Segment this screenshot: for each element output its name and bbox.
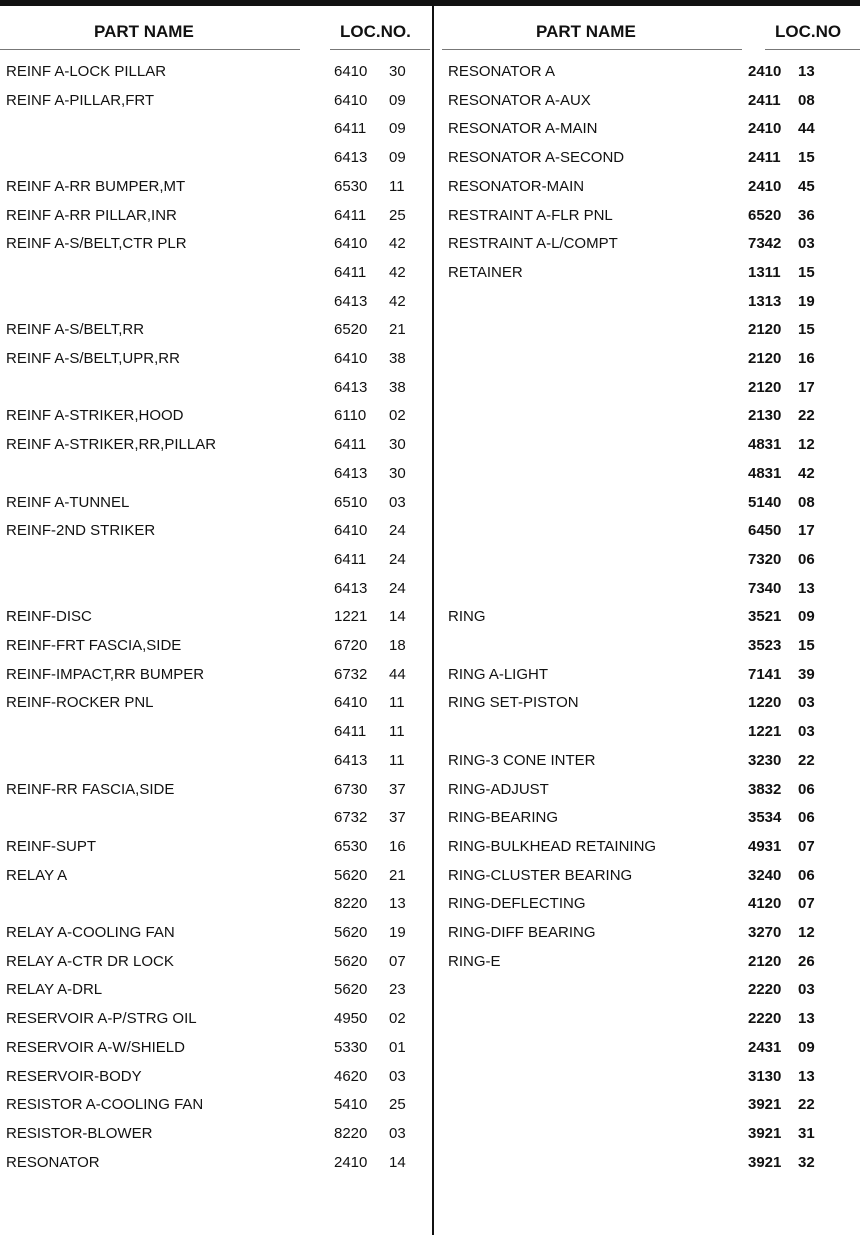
loc-code: 4950 (334, 1010, 368, 1028)
loc-number: 15 (798, 637, 815, 654)
loc-number: 03 (798, 694, 815, 712)
loc-code: 3523 (748, 637, 782, 654)
loc-number: 17 (798, 378, 815, 396)
table-row (448, 976, 858, 1004)
table-row (6, 776, 426, 804)
part-name: REINF-2ND STRIKER (6, 522, 156, 540)
table-row (448, 202, 858, 230)
table-row (448, 948, 858, 976)
loc-number: 06 (798, 809, 815, 827)
table-row (448, 833, 858, 861)
loc-number: 16 (389, 837, 406, 855)
loc-number: 11 (389, 723, 405, 741)
loc-code: 6520 (748, 206, 782, 224)
loc-code: 5330 (334, 1038, 368, 1056)
header-loc-no-left: LOC.NO. (340, 22, 411, 41)
part-name: RELAY A-COOLING FAN (6, 924, 175, 941)
part-name: REINF-DISC (6, 608, 92, 626)
loc-code: 1220 (748, 694, 782, 712)
table-row (6, 144, 426, 172)
loc-number: 42 (798, 464, 815, 482)
loc-number: 26 (798, 952, 815, 970)
loc-number: 38 (389, 350, 406, 367)
loc-number: 37 (389, 809, 406, 827)
loc-number: 13 (798, 1010, 815, 1028)
loc-code: 6720 (334, 637, 368, 654)
table-row (448, 632, 858, 660)
part-name: RING-DIFF BEARING (448, 924, 596, 941)
loc-code: 2431 (748, 1038, 782, 1056)
table-row (448, 575, 858, 603)
part-name: REINF-IMPACT,RR BUMPER (6, 665, 205, 683)
loc-code: 6450 (748, 522, 782, 540)
table-row (448, 517, 858, 545)
loc-code: 3921 (748, 1153, 782, 1171)
loc-number: 03 (389, 1124, 406, 1142)
loc-code: 6410 (334, 694, 368, 712)
table-row (6, 460, 426, 488)
loc-code: 2410 (748, 120, 782, 138)
loc-number: 13 (798, 579, 815, 597)
loc-number: 15 (798, 263, 815, 281)
loc-number: 09 (798, 608, 815, 626)
part-name: REINF-ROCKER PNL (6, 694, 154, 712)
loc-code: 1221 (334, 608, 368, 626)
part-name: RING-CLUSTER BEARING (448, 866, 633, 884)
table-row (6, 173, 426, 201)
loc-number: 07 (798, 895, 815, 913)
table-row (448, 804, 858, 832)
loc-number: 11 (389, 694, 405, 712)
loc-number: 07 (798, 837, 815, 855)
part-name: RESERVOIR A-W/SHIELD (6, 1038, 185, 1056)
part-name: RESONATOR A-SECOND (448, 149, 625, 167)
loc-code: 6413 (334, 378, 368, 396)
loc-code: 8220 (334, 1124, 368, 1142)
loc-code: 6413 (334, 292, 368, 310)
part-name: REINF-RR FASCIA,SIDE (6, 780, 175, 798)
loc-code: 2410 (748, 177, 782, 195)
loc-number: 08 (798, 493, 815, 511)
table-row (448, 115, 858, 143)
table-row (6, 862, 426, 890)
part-name: RESONATOR A-AUX (448, 91, 591, 109)
table-row (6, 919, 426, 947)
loc-code: 4831 (748, 436, 782, 454)
table-row (6, 661, 426, 689)
loc-number: 02 (389, 407, 406, 425)
loc-number: 30 (389, 464, 406, 482)
loc-code: 6520 (334, 321, 368, 339)
loc-number: 03 (389, 1067, 406, 1085)
loc-code: 6110 (334, 407, 367, 425)
loc-number: 22 (798, 751, 815, 769)
loc-code: 7320 (748, 550, 782, 568)
part-name: RESONATOR (6, 1153, 100, 1171)
table-row (6, 1063, 426, 1091)
loc-code: 7340 (748, 579, 782, 597)
part-name: RING SET-PISTON (448, 694, 579, 712)
loc-code: 5620 (334, 981, 368, 999)
table-row (448, 689, 858, 717)
loc-number: 21 (389, 321, 406, 339)
loc-code: 6530 (334, 837, 368, 855)
loc-code: 5620 (334, 952, 368, 970)
table-row (6, 689, 426, 717)
loc-number: 03 (389, 493, 406, 511)
loc-code: 2220 (748, 981, 782, 999)
table-row (6, 517, 426, 545)
loc-code: 6732 (334, 665, 368, 683)
loc-code: 1313 (748, 292, 782, 310)
table-row (448, 259, 858, 287)
table-row (6, 230, 426, 258)
loc-number: 12 (798, 924, 815, 941)
part-name: RETAINER (448, 263, 523, 281)
loc-number: 42 (389, 235, 406, 253)
table-row (448, 776, 858, 804)
loc-number: 12 (798, 436, 815, 454)
part-name: RESTRAINT A-FLR PNL (448, 206, 613, 224)
loc-number: 30 (389, 63, 406, 80)
table-row (6, 976, 426, 1004)
table-row (6, 718, 426, 746)
part-name: RING-E (448, 952, 501, 970)
part-name: RELAY A-DRL (6, 981, 103, 999)
loc-code: 3521 (748, 608, 782, 626)
table-row (448, 1063, 858, 1091)
loc-number: 45 (798, 177, 815, 195)
loc-code: 2220 (748, 1010, 782, 1028)
table-row (6, 345, 426, 373)
loc-number: 25 (389, 206, 406, 224)
loc-number: 01 (389, 1038, 406, 1056)
loc-code: 3832 (748, 780, 782, 798)
table-row (6, 1120, 426, 1148)
header-underline-name-left (0, 49, 300, 50)
table-row (448, 919, 858, 947)
loc-number: 03 (798, 235, 815, 253)
part-name: REINF-SUPT (6, 837, 96, 855)
loc-code: 2120 (748, 952, 782, 970)
loc-code: 3240 (748, 866, 782, 884)
part-name: REINF A-LOCK PILLAR (6, 63, 167, 80)
loc-number: 39 (798, 665, 815, 683)
part-name: REINF A-S/BELT,UPR,RR (6, 350, 180, 367)
loc-number: 15 (798, 321, 815, 339)
loc-code: 3534 (748, 809, 782, 827)
table-row (448, 58, 858, 86)
table-row (448, 288, 858, 316)
header-underline-loc-right (765, 49, 860, 50)
table-row (448, 546, 858, 574)
part-name: REINF A-S/BELT,RR (6, 321, 145, 339)
part-name: REINF A-RR PILLAR,INR (6, 206, 177, 224)
loc-number: 17 (798, 522, 815, 540)
loc-code: 6530 (334, 177, 368, 195)
loc-code: 6411 (334, 263, 367, 281)
column-divider (432, 6, 434, 1235)
loc-code: 6413 (334, 579, 368, 597)
table-row (6, 948, 426, 976)
table-row (448, 489, 858, 517)
table-row (6, 202, 426, 230)
table-row (6, 603, 426, 631)
loc-number: 15 (798, 149, 815, 167)
part-name: RESISTOR A-COOLING FAN (6, 1096, 204, 1114)
loc-code: 6411 (334, 206, 367, 224)
table-row (448, 603, 858, 631)
loc-code: 2411 (748, 91, 781, 109)
table-row (448, 1091, 858, 1119)
table-row (448, 718, 858, 746)
loc-code: 2410 (334, 1153, 368, 1171)
table-row (448, 1149, 858, 1177)
loc-code: 1311 (748, 263, 781, 281)
part-name: REINF A-STRIKER,RR,PILLAR (6, 436, 217, 454)
table-row (6, 402, 426, 430)
loc-number: 23 (389, 981, 406, 999)
part-name: RESONATOR-MAIN (448, 177, 585, 195)
header-underline-name-right (442, 49, 742, 50)
table-row (448, 144, 858, 172)
part-name: RING A-LIGHT (448, 665, 549, 683)
loc-number: 24 (389, 579, 406, 597)
loc-code: 3230 (748, 751, 782, 769)
loc-code: 6410 (334, 350, 368, 367)
part-name: REINF A-STRIKER,HOOD (6, 407, 184, 425)
loc-number: 22 (798, 1096, 815, 1114)
table-row (6, 1149, 426, 1177)
table-row (6, 431, 426, 459)
loc-number: 44 (389, 665, 406, 683)
loc-number: 11 (389, 177, 405, 195)
loc-number: 19 (389, 924, 406, 941)
table-row (448, 402, 858, 430)
loc-code: 3270 (748, 924, 782, 941)
part-name: RING (448, 608, 486, 626)
loc-code: 6411 (334, 723, 367, 741)
loc-number: 42 (389, 263, 406, 281)
part-name: RESERVOIR A-P/STRG OIL (6, 1010, 197, 1028)
loc-code: 6410 (334, 522, 368, 540)
loc-number: 18 (389, 637, 406, 654)
table-row (6, 288, 426, 316)
loc-code: 6732 (334, 809, 368, 827)
loc-number: 37 (389, 780, 406, 798)
table-row (448, 1034, 858, 1062)
loc-code: 6411 (334, 120, 367, 138)
part-name: RELAY A-CTR DR LOCK (6, 952, 174, 970)
loc-code: 6410 (334, 91, 368, 109)
table-row (6, 632, 426, 660)
table-row (6, 747, 426, 775)
loc-code: 3130 (748, 1067, 782, 1085)
table-row (448, 230, 858, 258)
loc-number: 13 (389, 895, 406, 913)
part-name: RING-BULKHEAD RETAINING (448, 837, 657, 855)
table-row (6, 833, 426, 861)
loc-code: 4831 (748, 464, 782, 482)
loc-number: 03 (798, 981, 815, 999)
part-name: REINF A-S/BELT,CTR PLR (6, 235, 187, 253)
loc-number: 31 (798, 1124, 815, 1142)
loc-number: 09 (798, 1038, 815, 1056)
loc-number: 42 (389, 292, 406, 310)
header-part-name-right: PART NAME (536, 22, 636, 41)
loc-code: 7342 (748, 235, 782, 253)
loc-code: 4931 (748, 837, 782, 855)
loc-number: 13 (798, 63, 815, 80)
table-row (6, 115, 426, 143)
table-row (6, 1034, 426, 1062)
loc-code: 6413 (334, 149, 368, 167)
table-row (6, 374, 426, 402)
loc-number: 06 (798, 866, 815, 884)
loc-number: 07 (389, 952, 406, 970)
loc-code: 4120 (748, 895, 782, 913)
part-name: RING-ADJUST (448, 780, 549, 798)
loc-code: 5620 (334, 924, 368, 941)
table-row (448, 374, 858, 402)
part-name: REINF A-TUNNEL (6, 493, 130, 511)
loc-code: 6411 (334, 550, 367, 568)
loc-code: 6410 (334, 235, 368, 253)
loc-number: 09 (389, 149, 406, 167)
loc-code: 6510 (334, 493, 368, 511)
table-row (6, 259, 426, 287)
part-name: RELAY A (6, 866, 68, 884)
loc-code: 2410 (748, 63, 782, 80)
part-name: REINF-FRT FASCIA,SIDE (6, 637, 182, 654)
loc-code: 5140 (748, 493, 782, 511)
loc-number: 14 (389, 1153, 406, 1171)
loc-code: 2120 (748, 350, 782, 367)
loc-number: 13 (798, 1067, 815, 1085)
loc-number: 32 (798, 1153, 815, 1171)
table-row (6, 575, 426, 603)
table-row (448, 661, 858, 689)
loc-number: 21 (389, 866, 406, 884)
table-row (6, 1005, 426, 1033)
loc-code: 5620 (334, 866, 368, 884)
table-row (448, 460, 858, 488)
loc-code: 1221 (748, 723, 782, 741)
part-name: RESONATOR A (448, 63, 555, 80)
part-name: RESISTOR-BLOWER (6, 1124, 153, 1142)
loc-code: 6410 (334, 63, 368, 80)
table-row (6, 87, 426, 115)
loc-number: 14 (389, 608, 406, 626)
table-row (448, 862, 858, 890)
loc-code: 6413 (334, 751, 368, 769)
loc-number: 19 (798, 292, 815, 310)
header-underline-loc-left (330, 49, 430, 50)
part-name: REINF A-RR BUMPER,MT (6, 177, 186, 195)
loc-code: 3921 (748, 1124, 782, 1142)
loc-code: 8220 (334, 895, 368, 913)
loc-number: 44 (798, 120, 815, 138)
loc-code: 6413 (334, 464, 368, 482)
header-loc-no-right: LOC.NO (775, 22, 842, 41)
table-row (448, 1005, 858, 1033)
table-row (6, 1091, 426, 1119)
loc-code: 6411 (334, 436, 367, 454)
loc-number: 09 (389, 120, 406, 138)
loc-number: 24 (389, 522, 406, 540)
loc-number: 22 (798, 407, 815, 425)
loc-code: 4620 (334, 1067, 368, 1085)
table-row (6, 804, 426, 832)
part-name: RING-3 CONE INTER (448, 751, 596, 769)
table-row (6, 546, 426, 574)
loc-code: 3921 (748, 1096, 782, 1114)
loc-number: 25 (389, 1096, 406, 1114)
loc-number: 03 (798, 723, 815, 741)
table-row (448, 87, 858, 115)
table-row (448, 747, 858, 775)
loc-code: 6730 (334, 780, 368, 798)
table-row (6, 58, 426, 86)
loc-number: 36 (798, 206, 815, 224)
part-name: RING-DEFLECTING (448, 895, 586, 913)
loc-number: 11 (389, 751, 405, 769)
part-name: RESONATOR A-MAIN (448, 120, 598, 138)
top-rule (0, 0, 860, 6)
loc-number: 06 (798, 780, 815, 798)
table-row (6, 489, 426, 517)
loc-code: 5410 (334, 1096, 368, 1114)
loc-code: 7141 (748, 665, 782, 683)
table-row (448, 316, 858, 344)
loc-number: 08 (798, 91, 815, 109)
part-name: RESERVOIR-BODY (6, 1067, 142, 1085)
table-row (448, 1120, 858, 1148)
part-name: RING-BEARING (448, 809, 559, 827)
loc-number: 16 (798, 350, 815, 367)
loc-code: 2130 (748, 407, 782, 425)
loc-number: 30 (389, 436, 406, 454)
table-row (448, 890, 858, 918)
header-part-name-left: PART NAME (94, 22, 194, 41)
table-row (6, 890, 426, 918)
loc-code: 2120 (748, 321, 782, 339)
loc-number: 24 (389, 550, 406, 568)
loc-code: 2411 (748, 149, 781, 167)
loc-number: 38 (389, 378, 406, 396)
table-row (448, 345, 858, 373)
table-row (6, 316, 426, 344)
loc-code: 2120 (748, 378, 782, 396)
loc-number: 09 (389, 91, 406, 109)
loc-number: 06 (798, 550, 815, 568)
loc-number: 02 (389, 1010, 406, 1028)
table-row (448, 173, 858, 201)
table-row (448, 431, 858, 459)
part-name: REINF A-PILLAR,FRT (6, 91, 155, 109)
part-name: RESTRAINT A-L/COMPT (448, 235, 618, 253)
